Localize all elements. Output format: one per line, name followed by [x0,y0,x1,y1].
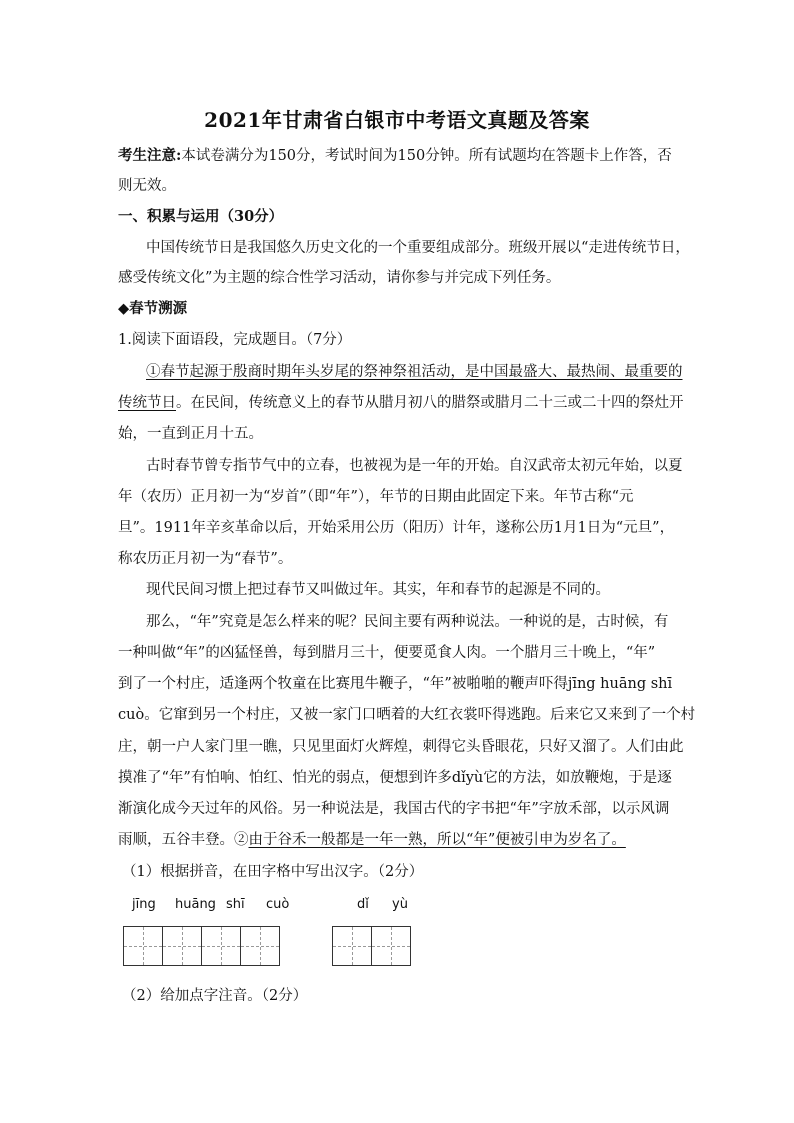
passage-line: cuò。它窜到另一个村庄，又被一家门口晒着的大红衣裳吓得逃跑。后来它又来到了一个村 [118,707,696,723]
underlined-phrase: 传统节日 [118,395,176,411]
tianzige-cell[interactable] [201,926,241,966]
page-title: 2021年甘肃省白银市中考语文真题及答案 [204,108,590,132]
passage-line [118,393,684,413]
underlined-sentence: 由于谷禾一般都是一年一熟，所以“年”便被引申为岁名了。 [248,832,626,848]
tianzige-cell[interactable] [123,926,163,966]
passage-line: 一种叫做“年”的凶猛怪兽，每到腊月三十，便要觅食人肉。一个腊月三十晚上，“年” [118,645,656,661]
passage-line: 始，一直到正月十五。 [118,426,263,442]
notice-line-1 [118,146,678,166]
passage-line: 那么，“年”究竟是怎么样来的呢？民间主要有两种说法。一种说的是，古时候，有 [146,614,669,630]
tianzige-cell[interactable] [240,926,280,966]
passage-line: ①春节起源于殷商时期年头岁尾的祭神祭祖活动，是中国最盛大、最热闹、最重要的 [146,364,683,380]
notice-label: 考生注意: [118,147,182,164]
notice-line-2: 则无效。 [118,178,176,194]
passage-line: 现代民间习惯上把过春节又叫做过年。其实，年和春节的起源是不同的。 [146,582,610,598]
tianzige-cell[interactable] [332,926,372,966]
passage-text: 雨顺，五谷丰登。② [118,832,249,848]
section-heading: 一、积累与运用（30分） [118,208,284,225]
passage-line: 到了一个村庄，适逢两个牧童在比赛甩牛鞭子，“年”被啪啪的鞭声吓得jīng huāng shī [118,676,673,692]
passage-line: 摸准了“年”有怕响、怕红、怕光的弱点，便想到许多dǐyù它的方法，如放鞭炮，于是逐 [118,770,672,786]
passage-line: 庄，朝一户人家门里一瞧，只见里面灯火辉煌，刺得它头昏眼花，只好又溜了。人们由此 [118,739,684,755]
tianzige-cell[interactable] [162,926,202,966]
tianzige-grid-1 [123,926,280,966]
passage-line: 旦”。1911年辛亥革命以后，开始采用公历（阳历）计年，遂称公历1月1日为“元旦”， [118,520,675,536]
pinyin-label: dǐ [357,897,369,912]
pinyin-label: huāng [175,897,216,912]
notice-text: 本试卷满分为150分，考试时间为150分钟。所有试题均在答题卡上作答，否 [181,148,672,164]
passage-line: 古时春节曾专指节气中的立春，也被视为是一年的开始。自汉武帝太初元年始，以夏 [146,458,683,474]
passage-line: 年（农历）正月初一为“岁首”（即“年”），年节的日期由此固定下来。年节古称“元 [118,489,634,505]
pinyin-label: yù [392,897,408,912]
passage-line: 称农历正月初一为“春节”。 [118,551,293,567]
tianzige-grid-2 [332,926,411,966]
pinyin-label: cuò [266,897,290,912]
pinyin-label: jīng [132,897,156,912]
pinyin-label: shī [226,897,245,912]
intro-line-1: 中国传统节日是我国悠久历史文化的一个重要组成部分。班级开展以“走进传统节日， [146,240,690,256]
question-1-2: （2）给加点字注音。（2分） [122,988,308,1004]
intro-line-2: 感受传统文化”为主题的综合性学习活动，请你参与并完成下列任务。 [118,270,561,286]
passage-line [118,830,678,850]
subheading: ◆春节溯源 [118,300,188,317]
passage-text: 。在民间，传统意义上的春节从腊月初八的腊祭或腊月二十三或二十四的祭灶开 [176,395,684,411]
question-1: 1.阅读下面语段，完成题目。（7分） [118,332,352,348]
tianzige-cell[interactable] [371,926,411,966]
question-1-1: （1）根据拼音，在田字格中写出汉字。（2分） [122,864,424,880]
passage-line: 渐演化成今天过年的风俗。另一种说法是，我国古代的字书把“年”字放禾部，以示风调 [118,801,670,817]
